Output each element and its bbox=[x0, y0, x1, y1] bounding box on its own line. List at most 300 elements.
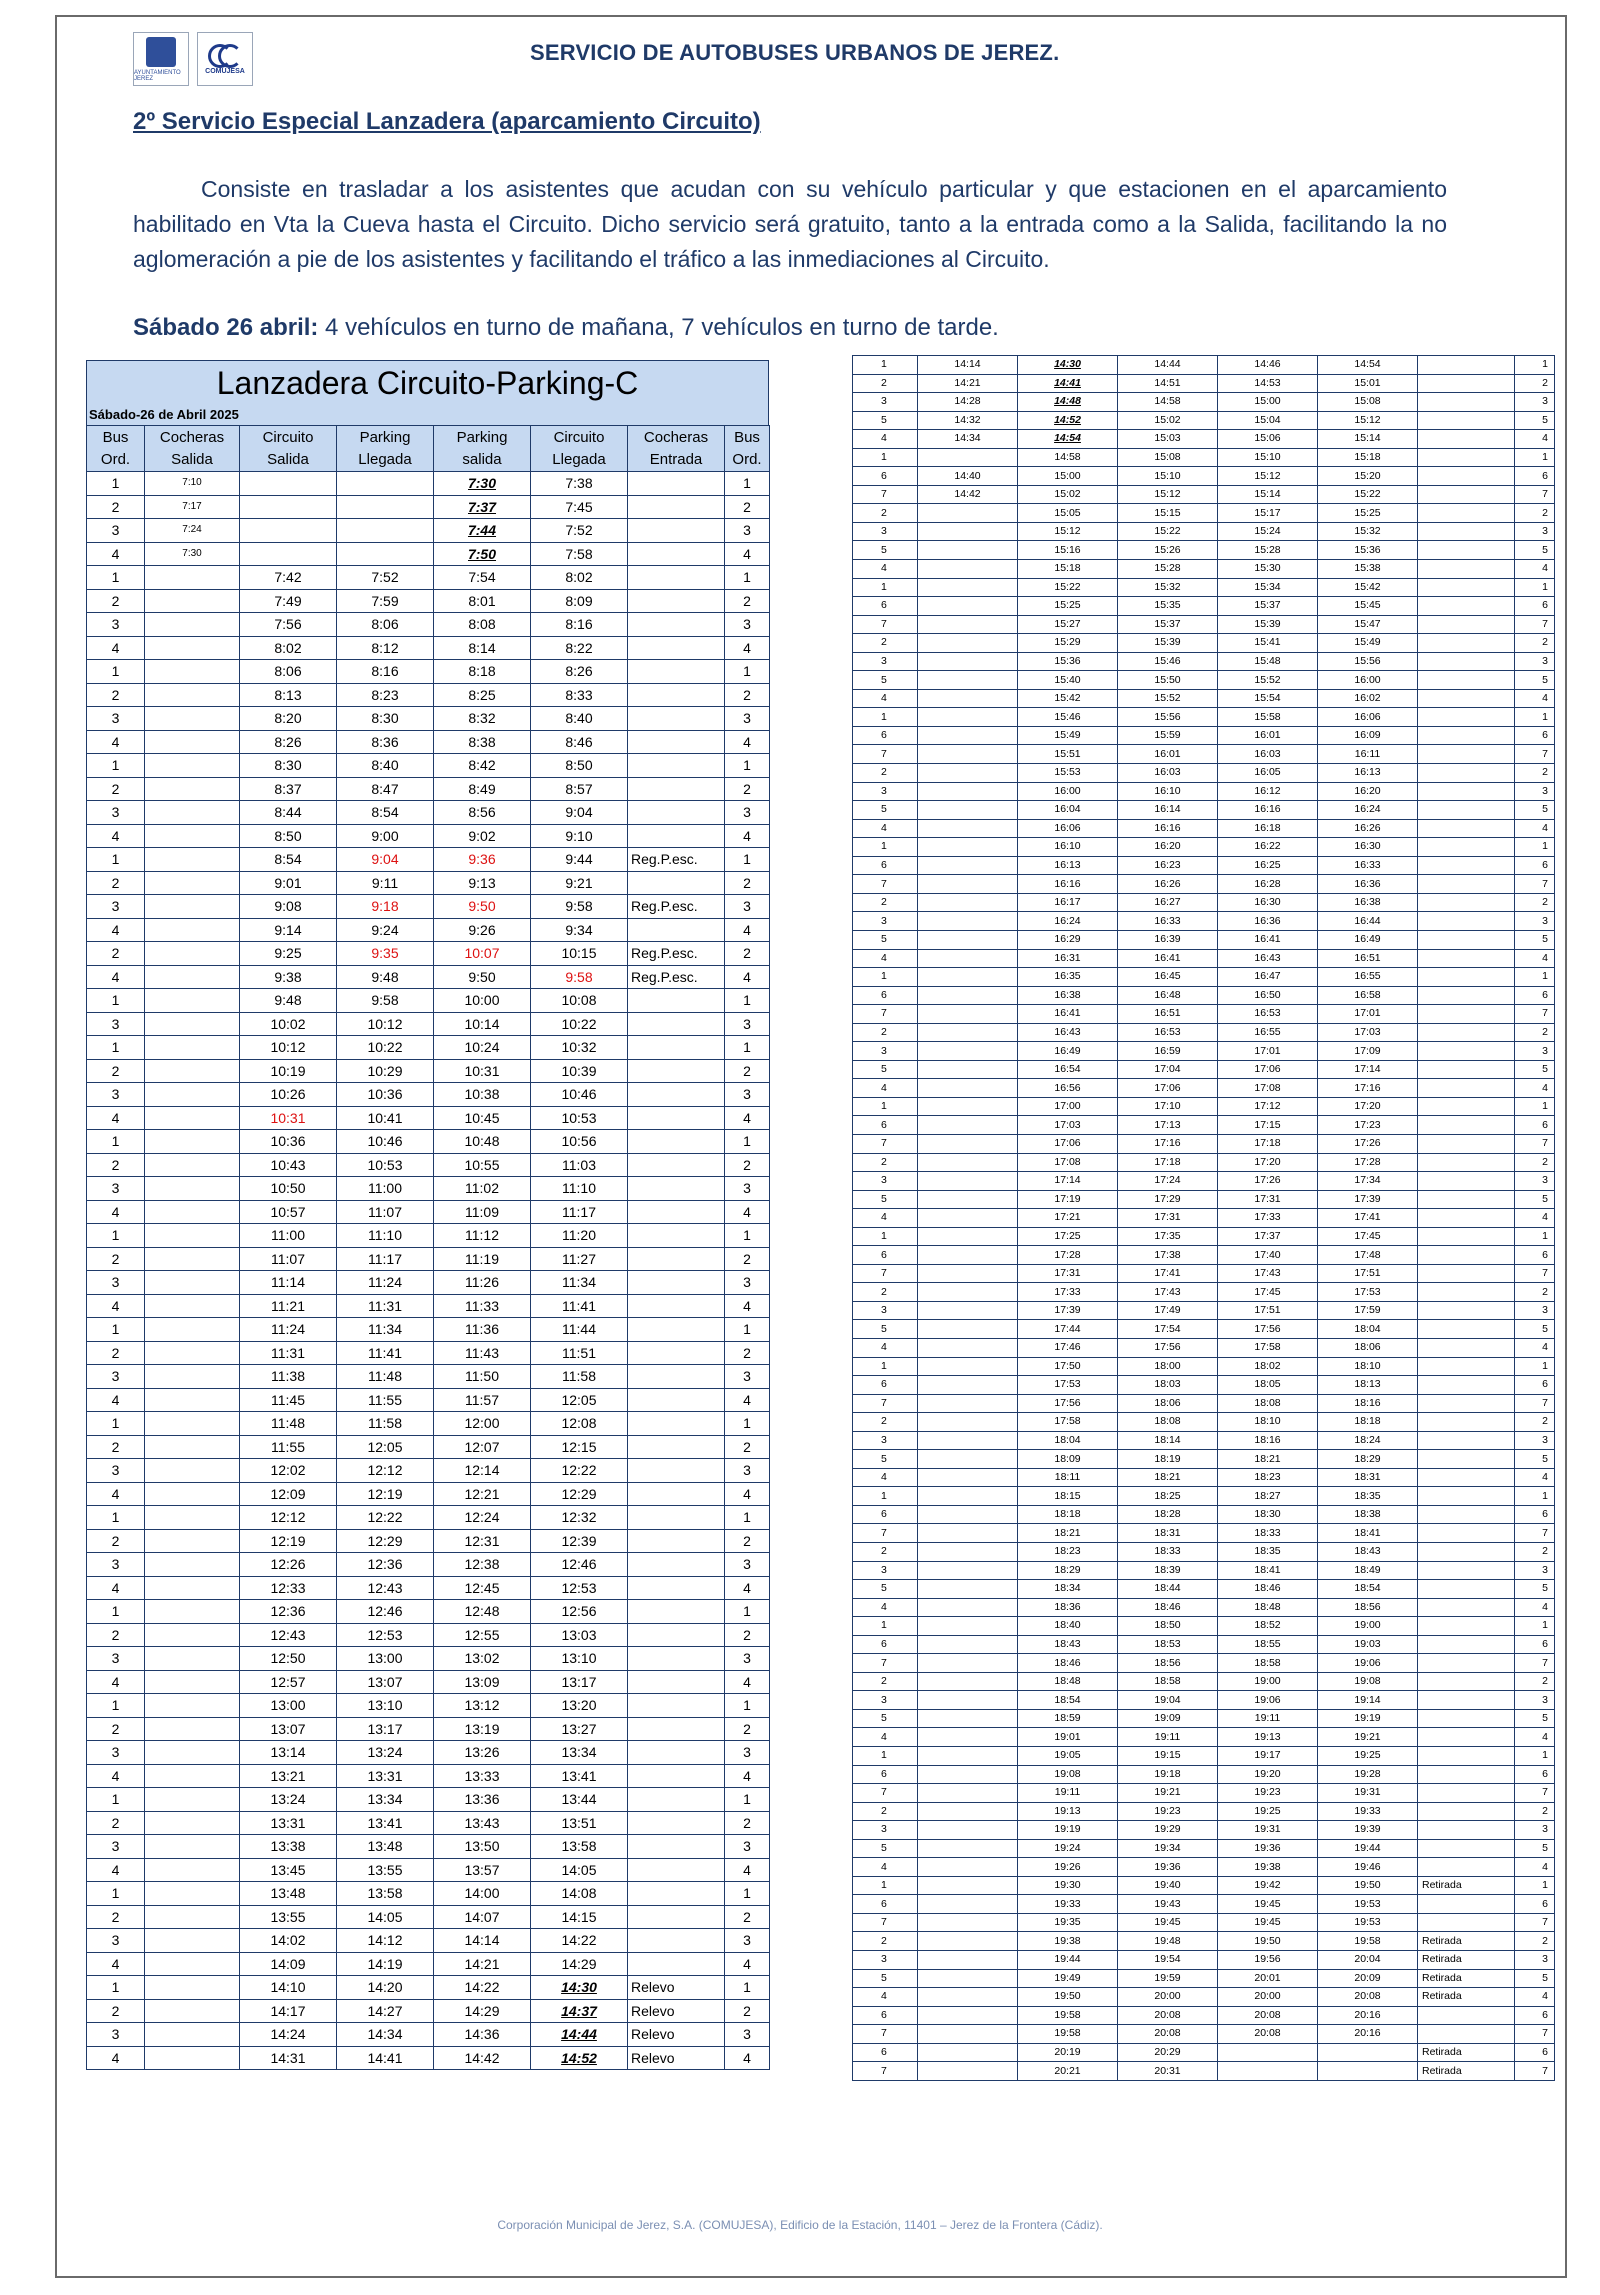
table-cell: 17:37 bbox=[1218, 1227, 1318, 1246]
table-cell bbox=[145, 942, 240, 966]
table-cell: 16:13 bbox=[1018, 856, 1118, 875]
table-cell: 10:48 bbox=[434, 1130, 531, 1154]
table-cell: 1 bbox=[853, 1876, 918, 1895]
table-cell bbox=[1418, 671, 1515, 690]
table-cell: 13:43 bbox=[434, 1811, 531, 1835]
table-cell bbox=[145, 589, 240, 613]
table-row bbox=[853, 801, 1555, 820]
table-cell: 4 bbox=[853, 819, 918, 838]
table-cell: 2 bbox=[853, 374, 918, 393]
table-cell: 18:09 bbox=[1018, 1450, 1118, 1469]
table-cell bbox=[1418, 801, 1515, 820]
company-logo bbox=[197, 32, 253, 86]
table-cell: 8:57 bbox=[531, 777, 628, 801]
table-cell bbox=[918, 1394, 1018, 1413]
table-cell: 15:12 bbox=[1118, 485, 1218, 504]
table-cell: 2 bbox=[853, 1932, 918, 1951]
table-cell bbox=[1418, 1728, 1515, 1747]
table-cell bbox=[628, 636, 725, 660]
table-cell: 12:09 bbox=[240, 1482, 337, 1506]
table-row bbox=[87, 1059, 770, 1083]
table-cell: 8:01 bbox=[434, 589, 531, 613]
table-cell: 16:41 bbox=[1118, 949, 1218, 968]
table-row bbox=[853, 634, 1555, 653]
table-cell: 19:58 bbox=[1018, 2006, 1118, 2025]
table-cell: 17:16 bbox=[1118, 1134, 1218, 1153]
table-row bbox=[853, 1190, 1555, 1209]
table-cell: 15:49 bbox=[1318, 634, 1418, 653]
table-row bbox=[853, 1246, 1555, 1265]
table-cell: 4 bbox=[725, 1764, 770, 1788]
table-cell: 9:34 bbox=[531, 918, 628, 942]
table-cell: Relevo bbox=[628, 1976, 725, 2000]
table-cell bbox=[1418, 615, 1515, 634]
table-cell: 9:26 bbox=[434, 918, 531, 942]
table-row bbox=[853, 764, 1555, 783]
table-cell bbox=[918, 893, 1018, 912]
table-cell bbox=[1418, 1839, 1515, 1858]
table-row bbox=[87, 1318, 770, 1342]
table-cell bbox=[1318, 2043, 1418, 2062]
table-cell bbox=[1418, 504, 1515, 523]
table-cell: 19:19 bbox=[1318, 1709, 1418, 1728]
table-row bbox=[87, 1247, 770, 1271]
table-cell: 10:56 bbox=[531, 1130, 628, 1154]
table-cell: 13:27 bbox=[531, 1717, 628, 1741]
table-cell: 5 bbox=[853, 1190, 918, 1209]
table-cell: 17:31 bbox=[1218, 1190, 1318, 1209]
table-cell: 13:17 bbox=[337, 1717, 434, 1741]
table-cell bbox=[145, 1976, 240, 2000]
table-cell: 18:21 bbox=[1018, 1524, 1118, 1543]
table-row bbox=[87, 918, 770, 942]
table-cell bbox=[918, 875, 1018, 894]
table-cell: 10:15 bbox=[531, 942, 628, 966]
table-cell: 18:13 bbox=[1318, 1376, 1418, 1395]
table-cell: 17:18 bbox=[1218, 1134, 1318, 1153]
table-cell: 1 bbox=[853, 356, 918, 375]
table-cell bbox=[918, 1283, 1018, 1302]
table-cell: 10:53 bbox=[531, 1106, 628, 1130]
table-row bbox=[87, 1177, 770, 1201]
table-cell: 3 bbox=[1515, 652, 1555, 671]
table-cell: 7 bbox=[1515, 485, 1555, 504]
table-cell: 19:23 bbox=[1218, 1784, 1318, 1803]
table-cell: 15:46 bbox=[1118, 652, 1218, 671]
table-cell bbox=[145, 730, 240, 754]
table-cell: 13:50 bbox=[434, 1835, 531, 1859]
table-cell bbox=[628, 1435, 725, 1459]
table-cell bbox=[918, 1821, 1018, 1840]
table-cell bbox=[145, 566, 240, 590]
table-cell: 6 bbox=[853, 2043, 918, 2062]
table-cell bbox=[628, 1224, 725, 1248]
table-cell: 1 bbox=[725, 1600, 770, 1624]
table-cell: 16:50 bbox=[1218, 986, 1318, 1005]
table-row bbox=[853, 1839, 1555, 1858]
table-cell bbox=[145, 1952, 240, 1976]
table-cell: 1 bbox=[725, 1976, 770, 2000]
table-cell bbox=[1418, 1450, 1515, 1469]
table-cell: 15:12 bbox=[1318, 411, 1418, 430]
table-cell: 14:51 bbox=[1118, 374, 1218, 393]
table-cell: 19:33 bbox=[1318, 1802, 1418, 1821]
table-cell: 11:45 bbox=[240, 1388, 337, 1412]
table-cell bbox=[1418, 1635, 1515, 1654]
table-row bbox=[853, 1394, 1555, 1413]
table-cell bbox=[918, 1839, 1018, 1858]
table-row bbox=[87, 519, 770, 543]
table-cell bbox=[1418, 819, 1515, 838]
table-cell bbox=[628, 1247, 725, 1271]
table-cell bbox=[1418, 1580, 1515, 1599]
table-cell: 10:22 bbox=[531, 1012, 628, 1036]
table-cell: 15:26 bbox=[1118, 541, 1218, 560]
table-cell: 4 bbox=[725, 1482, 770, 1506]
table-cell bbox=[1418, 1691, 1515, 1710]
table-cell: 16:49 bbox=[1318, 930, 1418, 949]
table-cell: 7:54 bbox=[434, 566, 531, 590]
table-cell: 17:10 bbox=[1118, 1097, 1218, 1116]
table-cell: 7 bbox=[1515, 1005, 1555, 1024]
table-cell bbox=[918, 1858, 1018, 1877]
table-cell: 13:51 bbox=[531, 1811, 628, 1835]
table-cell: 19:15 bbox=[1118, 1747, 1218, 1766]
table-row bbox=[87, 1600, 770, 1624]
table-cell: 8:02 bbox=[240, 636, 337, 660]
table-cell bbox=[918, 782, 1018, 801]
table-row bbox=[87, 1835, 770, 1859]
table-cell: 13:57 bbox=[434, 1858, 531, 1882]
table-cell: 18:46 bbox=[1118, 1598, 1218, 1617]
table-cell: 13:20 bbox=[531, 1694, 628, 1718]
table-cell: 18:36 bbox=[1018, 1598, 1118, 1617]
table-cell bbox=[918, 949, 1018, 968]
table-cell: 2 bbox=[725, 871, 770, 895]
column-header bbox=[145, 426, 240, 472]
table-cell: 18:05 bbox=[1218, 1376, 1318, 1395]
table-cell: 8:23 bbox=[337, 683, 434, 707]
table-cell: 12:05 bbox=[531, 1388, 628, 1412]
table-cell: 12:43 bbox=[337, 1576, 434, 1600]
table-cell bbox=[918, 2025, 1018, 2044]
table-cell: 2 bbox=[725, 589, 770, 613]
table-cell: 4 bbox=[853, 1988, 918, 2007]
table-cell: 14:40 bbox=[918, 467, 1018, 486]
table-cell bbox=[918, 1951, 1018, 1970]
table-cell: 3 bbox=[87, 1365, 145, 1389]
table-cell: 8:25 bbox=[434, 683, 531, 707]
table-cell: 12:53 bbox=[337, 1623, 434, 1647]
column-header-line: Salida bbox=[171, 450, 213, 468]
table-cell: 3 bbox=[725, 1177, 770, 1201]
table-cell: 15:22 bbox=[1018, 578, 1118, 597]
table-cell: 17:44 bbox=[1018, 1320, 1118, 1339]
table-cell: 18:59 bbox=[1018, 1709, 1118, 1728]
table-cell: 18:06 bbox=[1318, 1338, 1418, 1357]
table-cell bbox=[1418, 930, 1515, 949]
left-table-title: Lanzadera Circuito-Parking-C bbox=[86, 360, 769, 405]
table-row bbox=[853, 1153, 1555, 1172]
table-cell bbox=[145, 660, 240, 684]
table-cell: 11:36 bbox=[434, 1318, 531, 1342]
table-cell bbox=[1418, 541, 1515, 560]
table-cell: 3 bbox=[1515, 1172, 1555, 1191]
table-cell: 11:31 bbox=[337, 1294, 434, 1318]
table-cell: 12:22 bbox=[531, 1459, 628, 1483]
table-cell: 18:33 bbox=[1218, 1524, 1318, 1543]
table-cell: 16:01 bbox=[1118, 745, 1218, 764]
table-cell: 13:31 bbox=[240, 1811, 337, 1835]
table-cell bbox=[145, 1365, 240, 1389]
table-cell bbox=[1418, 560, 1515, 579]
table-cell: 8:40 bbox=[337, 754, 434, 778]
table-cell: 1 bbox=[725, 1412, 770, 1436]
table-cell: 4 bbox=[87, 918, 145, 942]
table-cell: 16:13 bbox=[1318, 764, 1418, 783]
column-header-line: Llegada bbox=[358, 450, 412, 468]
table-row bbox=[853, 1858, 1555, 1877]
table-cell: 9:10 bbox=[531, 824, 628, 848]
table-cell bbox=[918, 652, 1018, 671]
table-cell bbox=[145, 1506, 240, 1530]
table-cell: 17:43 bbox=[1118, 1283, 1218, 1302]
table-cell: 17:51 bbox=[1318, 1264, 1418, 1283]
table-cell: 3 bbox=[87, 895, 145, 919]
table-cell: 14:44 bbox=[531, 2023, 628, 2047]
table-cell: 11:33 bbox=[434, 1294, 531, 1318]
table-cell: 9:48 bbox=[337, 965, 434, 989]
table-cell bbox=[145, 1929, 240, 1953]
table-cell: 4 bbox=[87, 636, 145, 660]
table-row bbox=[853, 819, 1555, 838]
table-cell bbox=[918, 1969, 1018, 1988]
table-cell: 11:17 bbox=[337, 1247, 434, 1271]
table-cell: 11:09 bbox=[434, 1200, 531, 1224]
table-cell: 15:34 bbox=[1218, 578, 1318, 597]
table-cell: 4 bbox=[87, 1764, 145, 1788]
table-cell: 14:00 bbox=[434, 1882, 531, 1906]
table-cell: 4 bbox=[725, 1294, 770, 1318]
table-cell bbox=[628, 683, 725, 707]
table-cell: 6 bbox=[1515, 1116, 1555, 1135]
table-row bbox=[87, 1529, 770, 1553]
table-cell bbox=[1418, 1709, 1515, 1728]
table-cell bbox=[918, 1042, 1018, 1061]
table-cell: 15:50 bbox=[1118, 671, 1218, 690]
table-cell: 10:24 bbox=[434, 1036, 531, 1060]
table-cell bbox=[145, 1059, 240, 1083]
table-cell: 11:55 bbox=[337, 1388, 434, 1412]
table-cell: 16:53 bbox=[1118, 1023, 1218, 1042]
table-cell: 19:33 bbox=[1018, 1895, 1118, 1914]
table-row bbox=[87, 1459, 770, 1483]
table-cell: 8:40 bbox=[531, 707, 628, 731]
table-cell bbox=[145, 1717, 240, 1741]
table-cell: 9:02 bbox=[434, 824, 531, 848]
table-cell: 20:08 bbox=[1218, 2025, 1318, 2044]
table-cell: 16:29 bbox=[1018, 930, 1118, 949]
table-cell: 2 bbox=[725, 1905, 770, 1929]
left-table-header bbox=[87, 426, 770, 472]
table-cell: 9:13 bbox=[434, 871, 531, 895]
table-cell: 7 bbox=[853, 2062, 918, 2081]
table-cell: 7 bbox=[1515, 1654, 1555, 1673]
table-cell: 6 bbox=[853, 1765, 918, 1784]
right-table-body bbox=[853, 356, 1555, 2081]
table-cell: 20:29 bbox=[1118, 2043, 1218, 2062]
table-cell bbox=[1418, 1747, 1515, 1766]
table-cell bbox=[337, 495, 434, 519]
table-cell: 1 bbox=[87, 1506, 145, 1530]
table-cell: 16:53 bbox=[1218, 1005, 1318, 1024]
table-cell: 12:50 bbox=[240, 1647, 337, 1671]
table-cell: 16:10 bbox=[1118, 782, 1218, 801]
table-cell: 4 bbox=[87, 1576, 145, 1600]
table-cell: 10:00 bbox=[434, 989, 531, 1013]
table-row bbox=[87, 1341, 770, 1365]
table-cell: 3 bbox=[87, 1012, 145, 1036]
table-cell: 7:56 bbox=[240, 613, 337, 637]
table-cell: 1 bbox=[1515, 1747, 1555, 1766]
table-cell: 18:08 bbox=[1118, 1413, 1218, 1432]
table-cell: 16:51 bbox=[1118, 1005, 1218, 1024]
table-cell bbox=[1418, 1654, 1515, 1673]
table-cell: 13:48 bbox=[240, 1882, 337, 1906]
table-cell: 1 bbox=[853, 1227, 918, 1246]
table-cell: 3 bbox=[87, 613, 145, 637]
table-cell: 9:58 bbox=[531, 895, 628, 919]
table-cell: 18:16 bbox=[1218, 1431, 1318, 1450]
table-cell: 17:58 bbox=[1018, 1413, 1118, 1432]
table-cell bbox=[628, 1929, 725, 1953]
column-header-line: Llegada bbox=[552, 450, 606, 468]
table-cell: 16:02 bbox=[1318, 689, 1418, 708]
table-row bbox=[87, 1224, 770, 1248]
table-cell: 4 bbox=[1515, 1728, 1555, 1747]
table-cell: 5 bbox=[1515, 1190, 1555, 1209]
table-cell: 8:16 bbox=[531, 613, 628, 637]
table-row bbox=[87, 1365, 770, 1389]
table-cell: 11:34 bbox=[337, 1318, 434, 1342]
table-cell: 16:36 bbox=[1218, 912, 1318, 931]
table-cell: 14:34 bbox=[337, 2023, 434, 2047]
table-row bbox=[87, 1036, 770, 1060]
table-row bbox=[853, 1357, 1555, 1376]
table-cell: 1 bbox=[725, 1224, 770, 1248]
table-cell bbox=[1418, 1913, 1515, 1932]
table-cell: 15:28 bbox=[1118, 560, 1218, 579]
table-cell: 3 bbox=[725, 519, 770, 543]
table-row bbox=[853, 1635, 1555, 1654]
table-cell bbox=[628, 1412, 725, 1436]
table-cell: 19:42 bbox=[1218, 1876, 1318, 1895]
table-cell: 11:00 bbox=[240, 1224, 337, 1248]
table-cell bbox=[628, 1365, 725, 1389]
column-header-line: Parking bbox=[456, 428, 508, 446]
table-cell: 7:52 bbox=[337, 566, 434, 590]
table-cell: 14:37 bbox=[531, 1999, 628, 2023]
table-cell: 2 bbox=[853, 634, 918, 653]
table-cell: 7:42 bbox=[240, 566, 337, 590]
table-cell bbox=[1218, 2043, 1318, 2062]
table-cell bbox=[1418, 1617, 1515, 1636]
table-cell: 19:53 bbox=[1318, 1913, 1418, 1932]
table-row bbox=[87, 1647, 770, 1671]
table-cell: 12:31 bbox=[434, 1529, 531, 1553]
table-cell: 16:00 bbox=[1018, 782, 1118, 801]
table-cell: 3 bbox=[1515, 1431, 1555, 1450]
table-cell: 14:05 bbox=[531, 1858, 628, 1882]
table-cell: 11:50 bbox=[434, 1365, 531, 1389]
table-cell: 2 bbox=[87, 1153, 145, 1177]
table-cell: 17:45 bbox=[1318, 1227, 1418, 1246]
table-cell bbox=[628, 542, 725, 566]
table-row bbox=[853, 1561, 1555, 1580]
table-row bbox=[87, 1271, 770, 1295]
schedule-line bbox=[133, 314, 999, 342]
column-header-line: Entrada bbox=[649, 450, 703, 468]
table-row bbox=[853, 708, 1555, 727]
table-cell: 4 bbox=[725, 918, 770, 942]
table-cell bbox=[628, 1318, 725, 1342]
table-cell bbox=[145, 1106, 240, 1130]
table-cell: 18:38 bbox=[1318, 1505, 1418, 1524]
table-cell: 13:24 bbox=[337, 1741, 434, 1765]
table-cell: 2 bbox=[87, 777, 145, 801]
table-cell bbox=[918, 1598, 1018, 1617]
table-row bbox=[87, 895, 770, 919]
table-cell: 3 bbox=[87, 1271, 145, 1295]
table-cell: 20:01 bbox=[1218, 1969, 1318, 1988]
table-cell: 14:42 bbox=[434, 2046, 531, 2070]
table-cell: 17:03 bbox=[1018, 1116, 1118, 1135]
table-row bbox=[87, 566, 770, 590]
table-cell: 18:55 bbox=[1218, 1635, 1318, 1654]
left-timetable bbox=[86, 360, 769, 2070]
table-cell: 4 bbox=[1515, 560, 1555, 579]
table-cell: 1 bbox=[87, 1694, 145, 1718]
table-cell: 12:29 bbox=[531, 1482, 628, 1506]
table-cell bbox=[1418, 856, 1515, 875]
table-row bbox=[87, 824, 770, 848]
table-cell: 18:50 bbox=[1118, 1617, 1218, 1636]
table-cell: 4 bbox=[1515, 430, 1555, 449]
table-cell: 6 bbox=[853, 2006, 918, 2025]
table-cell: 2 bbox=[87, 1717, 145, 1741]
table-cell: 7 bbox=[853, 1913, 918, 1932]
table-cell: 9:50 bbox=[434, 965, 531, 989]
table-cell bbox=[1418, 893, 1515, 912]
table-cell bbox=[1418, 2006, 1515, 2025]
column-header bbox=[725, 426, 770, 472]
table-cell: 18:41 bbox=[1318, 1524, 1418, 1543]
table-cell: 11:48 bbox=[337, 1365, 434, 1389]
table-row bbox=[87, 1905, 770, 1929]
column-header-line: Ord. bbox=[100, 450, 131, 468]
table-cell bbox=[628, 1764, 725, 1788]
table-cell: 2 bbox=[853, 1153, 918, 1172]
table-cell: 7 bbox=[1515, 1134, 1555, 1153]
table-cell: 11:21 bbox=[240, 1294, 337, 1318]
table-cell: Reg.P.esc. bbox=[628, 895, 725, 919]
table-cell: 9:14 bbox=[240, 918, 337, 942]
table-cell: 3 bbox=[1515, 912, 1555, 931]
table-cell: 1 bbox=[87, 1130, 145, 1154]
table-row bbox=[87, 1412, 770, 1436]
table-cell: 1 bbox=[1515, 968, 1555, 987]
table-row bbox=[87, 942, 770, 966]
